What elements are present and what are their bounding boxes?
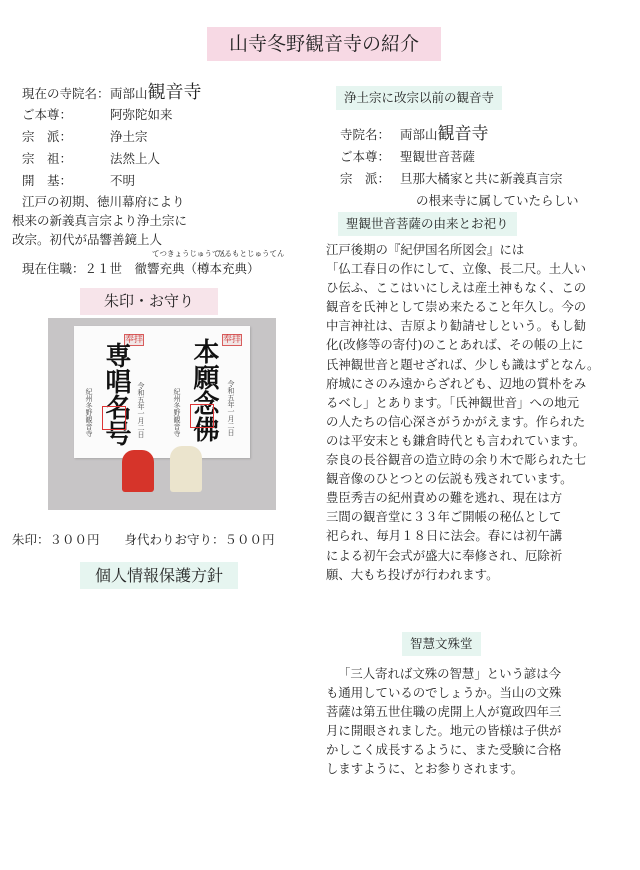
info-value-prefix: 両部山 — [110, 86, 148, 101]
origin-line: による初午会式が盛大に奉修され、厄除祈 — [326, 547, 563, 563]
origin-line: 豊臣秀吉の紀州責めの難を逃れ、現在は方 — [326, 490, 563, 506]
monju-line: も通用しているのでしょうか。当山の文殊 — [326, 685, 562, 701]
origin-line: るべし」とあります。「氏神観世音」への地元 — [326, 394, 580, 410]
shuin-left-text: 専唱名号 — [101, 342, 131, 446]
origin-line: 願、大もち投げが行われます。 — [326, 566, 499, 582]
page-title: 山寺冬野観音寺の紹介 — [207, 27, 441, 61]
origin-line: 奈良の長谷観音の造立時の余り木で彫られた七 — [326, 452, 587, 468]
info-value: 法然上人 — [110, 151, 161, 166]
info-value: 浄土宗 — [110, 129, 148, 144]
history-line: 根来の新義真言宗より浄土宗に — [12, 213, 188, 228]
info-row-honzon — [12, 104, 312, 126]
origin-line: 三間の観音堂に３３年ご開帳の秘仏として — [326, 509, 562, 525]
info-label: 宗 祖： — [22, 151, 73, 166]
monju-line: かしこく成長するように、また受験に合格 — [326, 742, 562, 758]
origin-line: 祀られ、毎月１８日に法会。春には初午講 — [326, 528, 563, 544]
origin-line: 中言神社は、吉原より勧請せしという。もし勧 — [326, 318, 587, 334]
white-omamori — [170, 446, 202, 492]
shuin-omamori-photo — [48, 318, 276, 510]
origin-line: 「仏工春日の作にして、立像、長二尺。土人い — [326, 261, 586, 277]
origin-body — [326, 240, 602, 584]
info-label: 開 基： — [22, 173, 73, 188]
red-omamori — [122, 450, 154, 492]
origin-line: 観音を氏神として崇め来たること年久し。今の — [326, 299, 587, 315]
before-row-temple-name — [330, 122, 630, 146]
shuin-left-date: 令和五年一月二日 — [137, 382, 145, 438]
before-info — [330, 122, 630, 212]
red-seal — [190, 404, 214, 428]
furigana: てつきょうじゅうてん — [152, 249, 227, 258]
monju-body — [326, 664, 602, 779]
monju-line: 菩薩は第五世住職の虎開上人が寛政四年三 — [326, 704, 562, 720]
shuin-left-side: 紀州冬野観音寺 — [85, 388, 93, 437]
info-row-temple-name — [12, 82, 312, 104]
info-label: ご本尊： — [340, 149, 391, 164]
shuin-heading: 朱印・お守り — [80, 288, 218, 315]
monju-line: 月に開眼されました。地元の皆様は子供が — [326, 723, 562, 739]
history-paragraph — [12, 192, 312, 249]
origin-line: 江戸後期の『紀伊国名所図会』には — [326, 242, 525, 257]
hohai-stamp: 奉拝 — [125, 335, 144, 345]
before-row-sect — [330, 168, 630, 190]
before-heading: 浄土宗に改宗以前の観音寺 — [336, 86, 502, 110]
hohai-stamp: 奉拝 — [223, 335, 242, 345]
info-value: 旦那大橘家と共に新義真言宗 — [400, 171, 563, 186]
shuin-right-side: 紀州冬野観音寺 — [173, 388, 181, 437]
info-row-sect — [12, 126, 312, 148]
priest-line — [12, 249, 312, 279]
history-line: 改宗。初代が品響善鏡上人 — [12, 232, 163, 247]
origin-heading: 聖観世音菩薩の由来とお祀り — [338, 212, 517, 236]
info-value-big: 観音寺 — [437, 124, 489, 144]
before-row-continuation: の根来寺に属していたらしい — [416, 193, 579, 208]
furigana: たるもとじゅうてん — [217, 249, 285, 258]
info-row-founder — [12, 148, 312, 170]
price-text: 朱印：３００円 身代わりお守り：５００円 — [12, 532, 275, 547]
history-line: 江戸の初期、徳川幕府により — [22, 194, 185, 209]
monju-line: 「三人寄れば文殊の智慧」という諺は今 — [338, 666, 562, 681]
monju-heading: 智慧文殊堂 — [402, 632, 481, 656]
info-label: 現在の寺院名： — [22, 86, 110, 101]
origin-line: 氏神観世音と題せざれば、少しも識はずとなん。 — [326, 356, 600, 372]
shuin-right-text: 本願念佛 — [189, 338, 219, 442]
red-seal — [102, 406, 126, 430]
info-row-kaiki — [12, 170, 312, 192]
info-label: ご本尊： — [22, 107, 73, 122]
origin-line: のは平安末とも鎌倉時代とも言われています。 — [326, 432, 586, 448]
monju-line: しますように、とお参りされます。 — [326, 761, 524, 777]
privacy-policy-link[interactable]: 個人情報保護方針 — [80, 562, 238, 589]
info-value-big: 観音寺 — [147, 82, 202, 103]
priest-value: ２１世 徹響充典（樽本充典） — [84, 261, 260, 276]
current-temple-info — [12, 82, 312, 279]
info-label: 宗 派： — [22, 129, 73, 144]
info-value: 阿弥陀如来 — [110, 107, 173, 122]
info-value: 不明 — [110, 173, 136, 188]
origin-line: 観音像のひとつとの伝説も残されています。 — [326, 471, 573, 487]
before-row-honzon — [330, 146, 630, 168]
info-label: 寺院名： — [340, 127, 391, 142]
info-label: 宗 派： — [340, 171, 391, 186]
origin-line: ひ伝ふ、ここはいにしえは産土神もなく、この — [326, 280, 587, 296]
info-value: 聖観世音菩薩 — [400, 149, 476, 164]
origin-line: の人たちの信心深さがうかがえます。作られた — [326, 413, 586, 429]
origin-line: 化(改修等の寄付)のことあれば、その帳の上に — [326, 337, 584, 353]
info-value-prefix: 両部山 — [400, 127, 438, 142]
origin-line: 府城にさのみ遠からざれども、辺地の質朴をみ — [326, 375, 587, 391]
priest-label: 現在住職： — [22, 261, 85, 276]
shuin-right-date: 令和五年一月二日 — [227, 380, 235, 436]
shuin-paper — [74, 326, 250, 458]
